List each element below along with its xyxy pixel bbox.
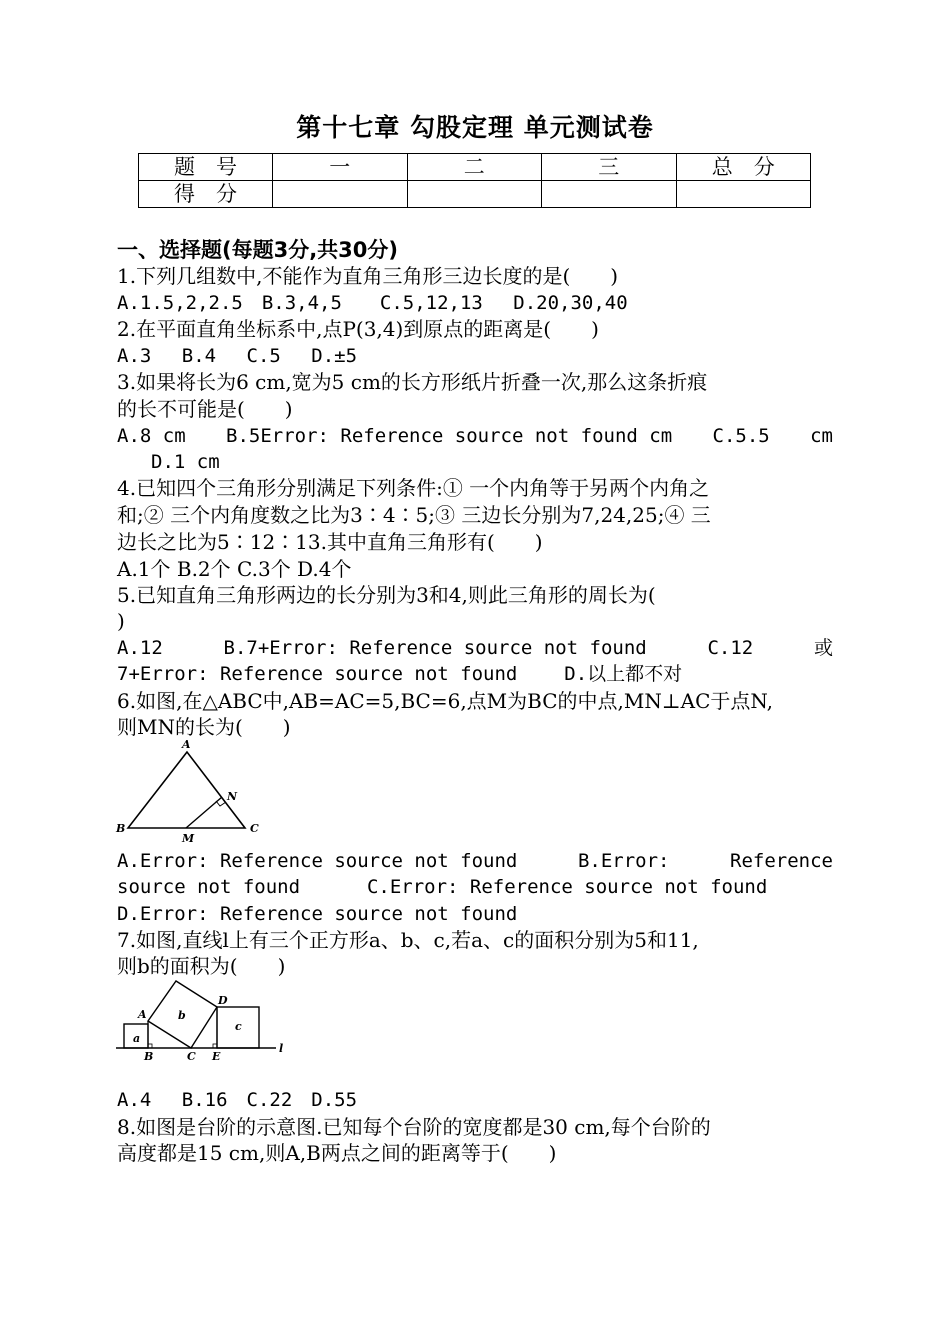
q5-options-line1 [117,635,833,661]
label-sq-c: c [235,1020,242,1033]
q5-option-b: B.7+Error: Reference source not found [223,637,647,659]
q2-stem: 2.在平面直角坐标系中,点P(3,4)到原点的距离是( ) [117,317,599,341]
q6-option-b-part3: source not found [117,876,301,898]
q5-option-c-or: 或 [813,637,833,659]
score-table-score-row [139,181,811,208]
q6-option-b-part1: B.Error: [577,850,670,872]
score-table [138,153,811,208]
section-heading: 一、选择题(每题3分,共30分) [117,238,399,262]
q3-stem-line1: 3.如果将长为6 cm,宽为5 cm的长方形纸片折叠一次,那么这条折痕 [117,370,708,394]
score-header-part1: 一 [273,154,408,181]
q6-option-d: D.Error: Reference source not found [117,903,518,925]
label-b: B [116,822,126,835]
q3-stem-line2: 的长不可能是( ) [117,397,293,421]
q8-stem-line2: 高度都是15 cm,则A,B两点之间的距离等于( ) [117,1141,557,1165]
q6-option-c: C.Error: Reference source not found [366,876,768,898]
label-c: C [250,822,259,835]
score-table-header-row [139,154,811,181]
q7-stem-line2: 则b的面积为( ) [117,954,286,978]
score-cell-part2[interactable] [407,181,542,208]
q5-option-a: A.12 [117,637,163,659]
label-pt-e: E [212,1050,221,1063]
q4-stem-line3: 边长之比为5∶12∶13.其中直角三角形有( ) [117,530,543,554]
score-cell-part1[interactable] [273,181,408,208]
q6-stem-line1: 6.如图,在△ABC中,AB=AC=5,BC=6,点M为BC的中点,MN⊥AC于点N, [117,689,774,713]
score-header-part2: 二 [407,154,542,181]
score-row-label: 得 分 [139,181,273,208]
q3-option-d: D.1 cm [151,451,220,473]
q7-options: A.4 B.16 C.22 D.55 [117,1089,358,1111]
q2-options: A.3 B.4 C.5 D.±5 [117,345,358,367]
label-pt-b: B [144,1050,154,1063]
label-pt-c: C [187,1050,196,1063]
q5-options-line2 [117,661,682,687]
q7-stem-line1: 7.如图,直线l上有三个正方形a、b、c,若a、c的面积分别为5和11, [117,928,699,952]
q3-option-b: B.5Error: Reference source not found cm [226,425,673,447]
q6-options-line1 [117,848,833,874]
q4-stem-line2: 和;② 三个内角度数之比为3∶4∶5;③ 三边长分别为7,24,25;④ 三 [117,503,711,527]
q5-option-d: D.以上都不对 [564,663,683,685]
q3-option-a: A.8 cm [117,425,186,447]
score-cell-total[interactable] [676,181,811,208]
score-header-part3: 三 [542,154,677,181]
label-sq-a: a [133,1032,141,1045]
q1-options: A.1.5,2,2.5 B.3,4,5 C.5,12,13 D.20,30,40 [117,292,628,314]
q6-options-line2 [117,874,767,900]
q6-option-b-part2: Reference [730,850,833,872]
q7-squares-figure [112,976,292,1064]
q4-options: A.1个 B.2个 C.3个 D.4个 [117,557,352,581]
score-header-number: 题 号 [139,154,273,181]
q5-option-c-cont: 7+Error: Reference source not found [117,663,518,685]
q6-triangle-figure [112,736,272,846]
label-n: N [227,790,238,803]
q5-stem-line1: 5.已知直角三角形两边的长分别为3和4,则此三角形的周长为( [117,583,656,607]
label-m: M [182,832,195,845]
q5-stem-line2: ) [117,609,125,633]
q3-option-c-unit: cm [810,425,833,447]
q1-stem: 1.下列几组数中,不能作为直角三角形三边长度的是( ) [117,264,619,288]
q8-stem-line1: 8.如图是台阶的示意图.已知每个台阶的宽度都是30 cm,每个台阶的 [117,1115,711,1139]
q3-options-line1 [117,423,833,449]
label-sq-b: b [178,1009,186,1022]
q3-option-c: C.5.5 [712,425,770,447]
q6-stem-line2: 则MN的长为( ) [117,715,291,739]
label-pt-a: A [138,1008,147,1021]
q4-stem-line1: 4.已知四个三角形分别满足下列条件:① 一个内角等于另两个内角之 [117,476,710,500]
q5-option-c: C.12 [707,637,754,659]
label-line-l: l [279,1042,284,1055]
page-title: 第十七章 勾股定理 单元测试卷 [296,113,654,142]
q6-option-a: A.Error: Reference source not found [117,850,518,872]
label-pt-d: D [218,994,228,1007]
score-cell-part3[interactable] [542,181,677,208]
label-a: A [182,738,191,751]
score-header-total: 总 分 [676,154,811,181]
